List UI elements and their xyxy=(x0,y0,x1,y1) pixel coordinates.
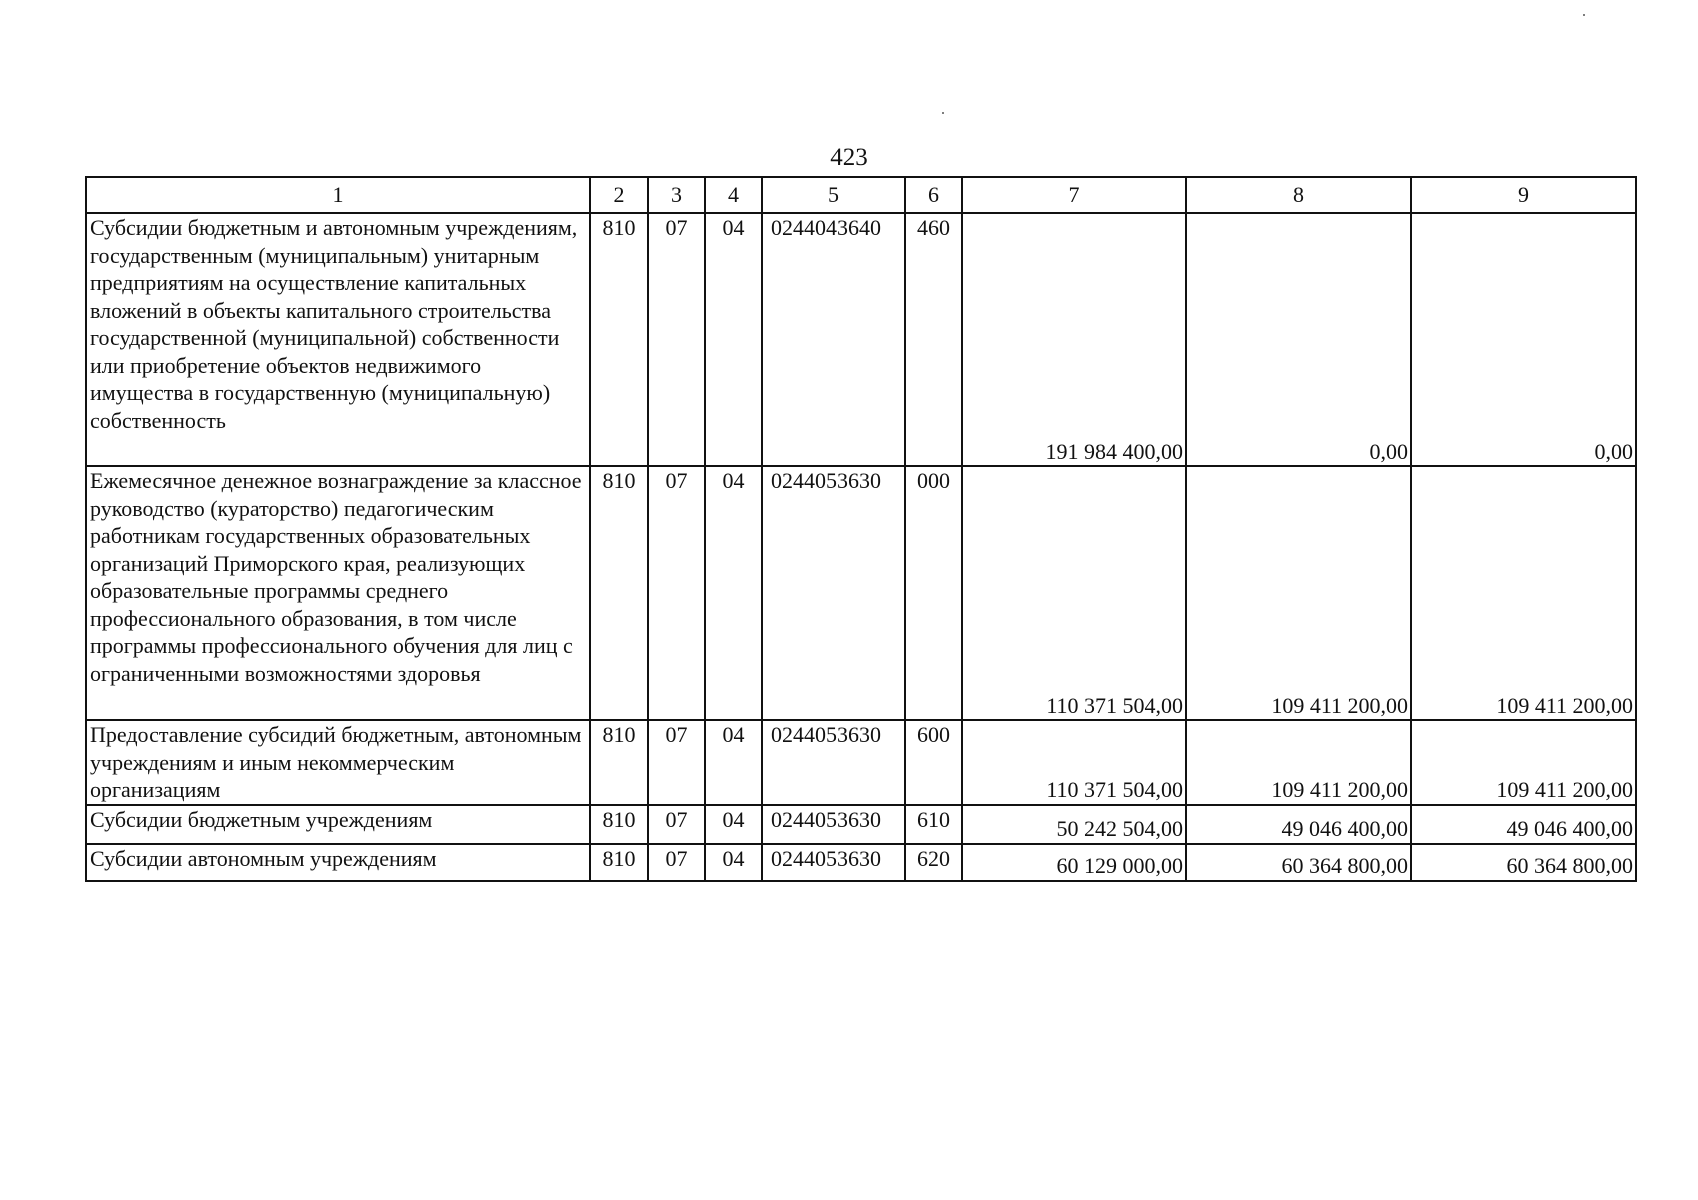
table-row xyxy=(86,844,1636,881)
row-pr: 04 xyxy=(705,213,762,466)
row-csr: 0244043640 xyxy=(762,213,905,466)
header-col-1: 1 xyxy=(86,177,590,213)
header-col-4: 4 xyxy=(705,177,762,213)
row-grbs: 810 xyxy=(590,466,648,720)
header-col-5: 5 xyxy=(762,177,905,213)
row-pr: 04 xyxy=(705,844,762,881)
row-rz: 07 xyxy=(648,213,705,466)
header-col-6: 6 xyxy=(905,177,962,213)
budget-table xyxy=(85,176,1637,882)
header-col-7: 7 xyxy=(962,177,1186,213)
table-row xyxy=(86,720,1636,805)
row-grbs: 810 xyxy=(590,844,648,881)
row-grbs: 810 xyxy=(590,213,648,466)
header-col-9: 9 xyxy=(1411,177,1636,213)
row-pr: 04 xyxy=(705,805,762,844)
row-csr: 0244053630 xyxy=(762,844,905,881)
header-col-8: 8 xyxy=(1186,177,1411,213)
row-name: Субсидии бюджетным и автономным учреждениям, государственным (муниципальным) унитарным предприятиям на осуществление капитальных вложений в объекты капитального строительства государственной (муниципальной) собственности или приобретение объектов недвижимого имущества в государственную (муниципальную) собственность xyxy=(86,213,590,466)
row-amount-9: 109 411 200,00 xyxy=(1411,466,1636,720)
row-csr: 0244053630 xyxy=(762,720,905,805)
table-header-row xyxy=(86,177,1636,213)
row-pr: 04 xyxy=(705,466,762,720)
row-amount-8: 60 364 800,00 xyxy=(1186,844,1411,881)
row-name: Субсидии бюджетным учреждениям xyxy=(86,805,590,844)
page-number: 423 xyxy=(830,144,868,171)
row-grbs: 810 xyxy=(590,720,648,805)
table-row xyxy=(86,805,1636,844)
row-vr: 600 xyxy=(905,720,962,805)
row-rz: 07 xyxy=(648,466,705,720)
row-csr: 0244053630 xyxy=(762,466,905,720)
scan-speck xyxy=(1583,14,1585,16)
row-name: Ежемесячное денежное вознаграждение за классное руководство (кураторство) педагогическим работникам государственных образовательных организаций Приморского края, реализующих образовательные программы среднего профессионального образования, в том числе программы профессионального обучения для лиц с ограниченными возможностями здоровья xyxy=(86,466,590,720)
row-rz: 07 xyxy=(648,805,705,844)
row-vr: 460 xyxy=(905,213,962,466)
table-row xyxy=(86,466,1636,720)
row-name: Предоставление субсидий бюджетным, автономным учреждениям и иным некоммерческим организациям xyxy=(86,720,590,805)
row-amount-7: 50 242 504,00 xyxy=(962,805,1186,844)
row-amount-7: 110 371 504,00 xyxy=(962,466,1186,720)
row-amount-9: 49 046 400,00 xyxy=(1411,805,1636,844)
scan-speck xyxy=(942,112,944,114)
row-rz: 07 xyxy=(648,844,705,881)
row-amount-9: 0,00 xyxy=(1411,213,1636,466)
row-vr: 620 xyxy=(905,844,962,881)
header-col-3: 3 xyxy=(648,177,705,213)
row-amount-9: 109 411 200,00 xyxy=(1411,720,1636,805)
row-vr: 610 xyxy=(905,805,962,844)
row-vr: 000 xyxy=(905,466,962,720)
row-amount-8: 109 411 200,00 xyxy=(1186,466,1411,720)
row-name: Субсидии автономным учреждениям xyxy=(86,844,590,881)
row-grbs: 810 xyxy=(590,805,648,844)
row-amount-8: 109 411 200,00 xyxy=(1186,720,1411,805)
row-amount-7: 60 129 000,00 xyxy=(962,844,1186,881)
table-row xyxy=(86,213,1636,466)
row-amount-7: 191 984 400,00 xyxy=(962,213,1186,466)
row-amount-7: 110 371 504,00 xyxy=(962,720,1186,805)
header-col-2: 2 xyxy=(590,177,648,213)
row-amount-8: 49 046 400,00 xyxy=(1186,805,1411,844)
row-pr: 04 xyxy=(705,720,762,805)
row-amount-8: 0,00 xyxy=(1186,213,1411,466)
row-rz: 07 xyxy=(648,720,705,805)
row-csr: 0244053630 xyxy=(762,805,905,844)
row-amount-9: 60 364 800,00 xyxy=(1411,844,1636,881)
